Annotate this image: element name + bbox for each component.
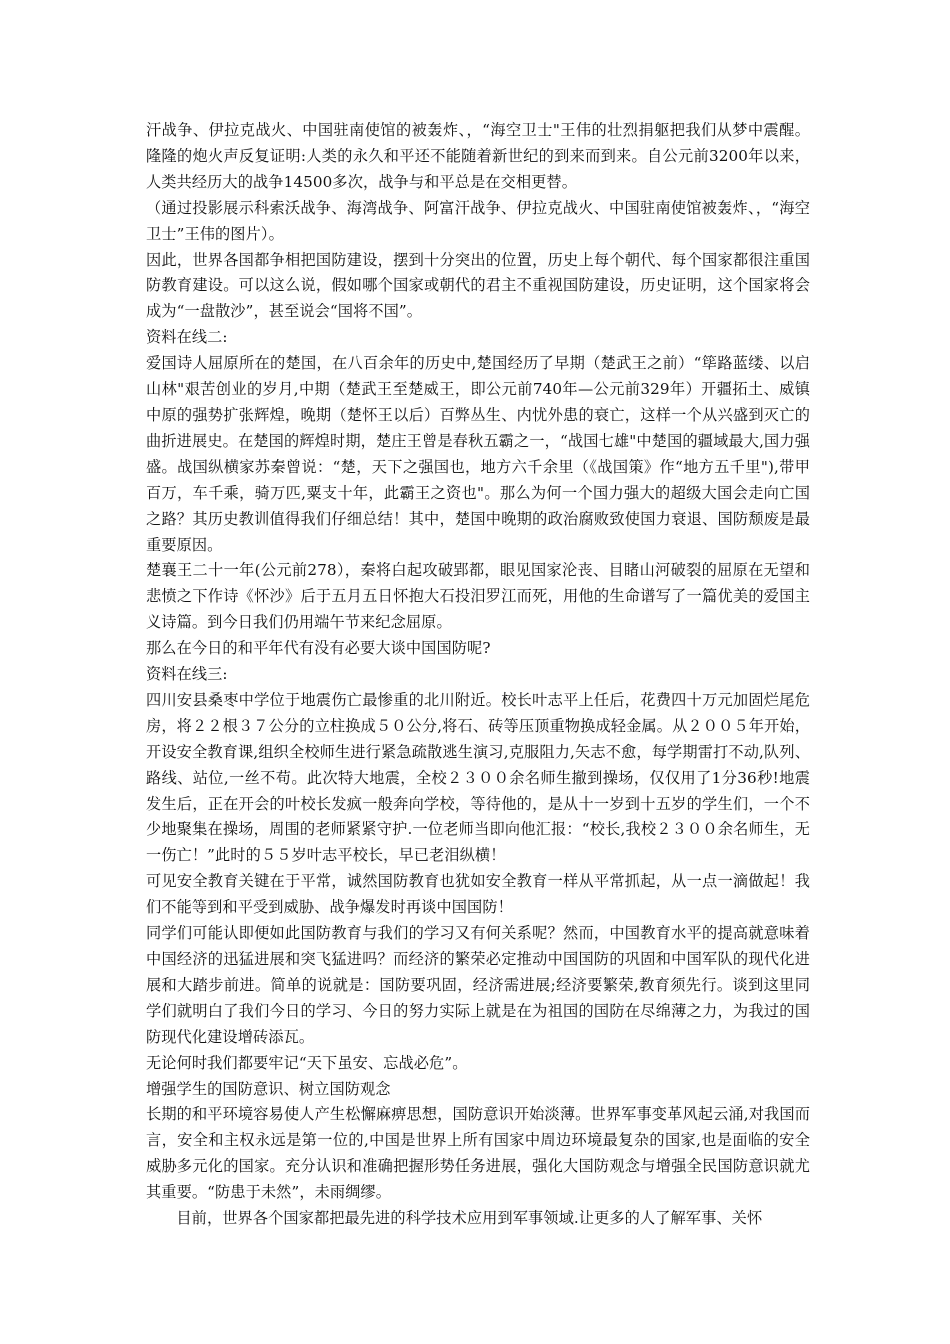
heading-material-three: 资料在线三: (146, 665, 228, 684)
paragraph-question: 那么在今日的和平年代有没有必要大谈中国国防呢? (146, 639, 491, 658)
paragraph-war-history: 汗战争、伊拉克战火、中国驻南使馆的被轰炸、，“海空卫士"王伟的壮烈捐躯把我们从梦中震醒。隆隆的炮火声反复证明:人类的永久和平还不能随着新世纪的到来而到来。自公元前3200年以来，人类共经历大的战争14500多次，战争与和平总是在交相更替。 (146, 121, 810, 191)
paragraph-safety-education: 可见安全教育关键在于平常，诚然国防教育也犹如安全教育一样从平常抓起，从一点一滴做起！我们不能等到和平受到威胁、战争爆发时再谈中国国防！ (146, 872, 810, 917)
paragraph-military-tech: 目前，世界各个国家都把最先进的科学技术应用到军事领域.让更多的人了解军事、关怀 (176, 1209, 763, 1228)
paragraph-national-defense: 因此，世界各国都争相把国防建设，摆到十分突出的位置，历史上每个朝代、每个国家都很注重国防教育建设。可以这么说，假如哪个国家或朝代的君主不重视国防建设，历史证明，这个国家将会成为“一盘散沙”，甚至说会“国将不国”。 (146, 250, 810, 321)
paragraph-chu-state: 爱国诗人屈原所在的楚国，在八百余年的历史中,楚国经历了早期（楚武王之前）“筚路蓝缕、以启山林"艰苦创业的岁月,中期（楚武王至楚威王，即公元前740年—公元前329年）开疆拓土、威镇中原的强势扩张辉煌，晚期（楚怀王以后）百弊丛生、内忧外患的衰亡，这样一个从兴盛到灭亡的曲折进展史。在楚国的辉煌时期，楚庄王曾是春秋五霸之一，“战国七雄"中楚国的疆域最大,国力强盛。战国纵横家苏秦曾说：“楚，天下之强国也，地方六千余里（《战国策》作“地方五千里"),带甲百万，车千乘，骑万匹,粟支十年，此霸王之资也"。那么为何一个国力强大的超级大国会走向亡国之路？其历史教训值得我们仔细总结！其中，楚国中晚期的政治腐败致使国力衰退、国防颓废是最重要原因。 (146, 354, 810, 554)
paragraph-education-economy: 同学们可能认即便如此国防教育与我们的学习又有何关系呢？然而，中国教育水平的提高就意味着中国经济的迅猛进展和突飞猛进吗？而经济的繁荣必定推动中国国防的巩固和中国军队的现代化进展和大踏步前进。简单的说就是：国防要巩固，经济需进展;经济要繁荣,教育须先行。谈到这里同学们就明白了我们今日的学习、今日的努力实际上就是在为祖国的国防在尽绵薄之力，为我过的国防现代化建设增砖添瓦。 (146, 924, 810, 1046)
heading-material-two: 资料在线二: (146, 328, 228, 347)
heading-defense-awareness: 增强学生的国防意识、树立国防观念 (146, 1079, 391, 1098)
paragraph-sangzao-school: 四川安县桑枣中学位于地震伤亡最惨重的北川附近。校长叶志平上任后，花费四十万元加固烂尾危房，将２２根３７公分的立柱换成５０公分,将石、砖等压顶重物换成轻金属。从２００５年开始，开设安全教育课,组织全校师生进行紧急疏散逃生演习,克服阻力,矢志不愈，每学期雷打不动,队列、路线、站位,一丝不苟。此次特大地震，全校２３００余名师生撤到操场，仅仅用了1分36秒!地震发生后，正在开会的叶校长发疯一般奔向学校，等待他的，是从十一岁到十五岁的学生们，一个不少地聚集在操场，周围的老师紧紧守护.一位老师当即向他汇报：“校长,我校２３００余名师生，无一伤亡！”此时的５５岁叶志平校长，早已老泪纵横！ (146, 690, 810, 865)
paragraph-projection-note: （通过投影展示科索沃战争、海湾战争、阿富汗战争、伊拉克战火、中国驻南使馆被轰炸、，“海空卫士”王伟的图片）。 (146, 198, 810, 243)
paragraph-peace-environment: 长期的和平环境容易使人产生松懈麻痹思想，国防意识开始淡薄。世界军事变革风起云涌,对我国而言，安全和主权永远是第一位的,中国是世界上所有国家中周边环境最复杂的国家,也是面临的安全威胁多元化的国家。充分认识和准确把握形势任务进展，强化大国防观念与增强全民国防意识就尤其重要。“防患于未然”，未雨绸缪。 (146, 1105, 810, 1202)
document-body (146, 118, 810, 1232)
paragraph-qu-yuan: 楚襄王二十一年(公元前278），秦将白起攻破郢都，眼见国家沦丧、目睹山河破裂的屈原在无望和悲愤之下作诗《怀沙》后于五月五日怀抱大石投汨罗江而死，用他的生命谱写了一篇优美的爱国主义诗篇。到今日我们仍用端午节来纪念屈原。 (146, 561, 810, 632)
paragraph-motto: 无论何时我们都要牢记“天下虽安、忘战必危”。 (146, 1053, 468, 1072)
